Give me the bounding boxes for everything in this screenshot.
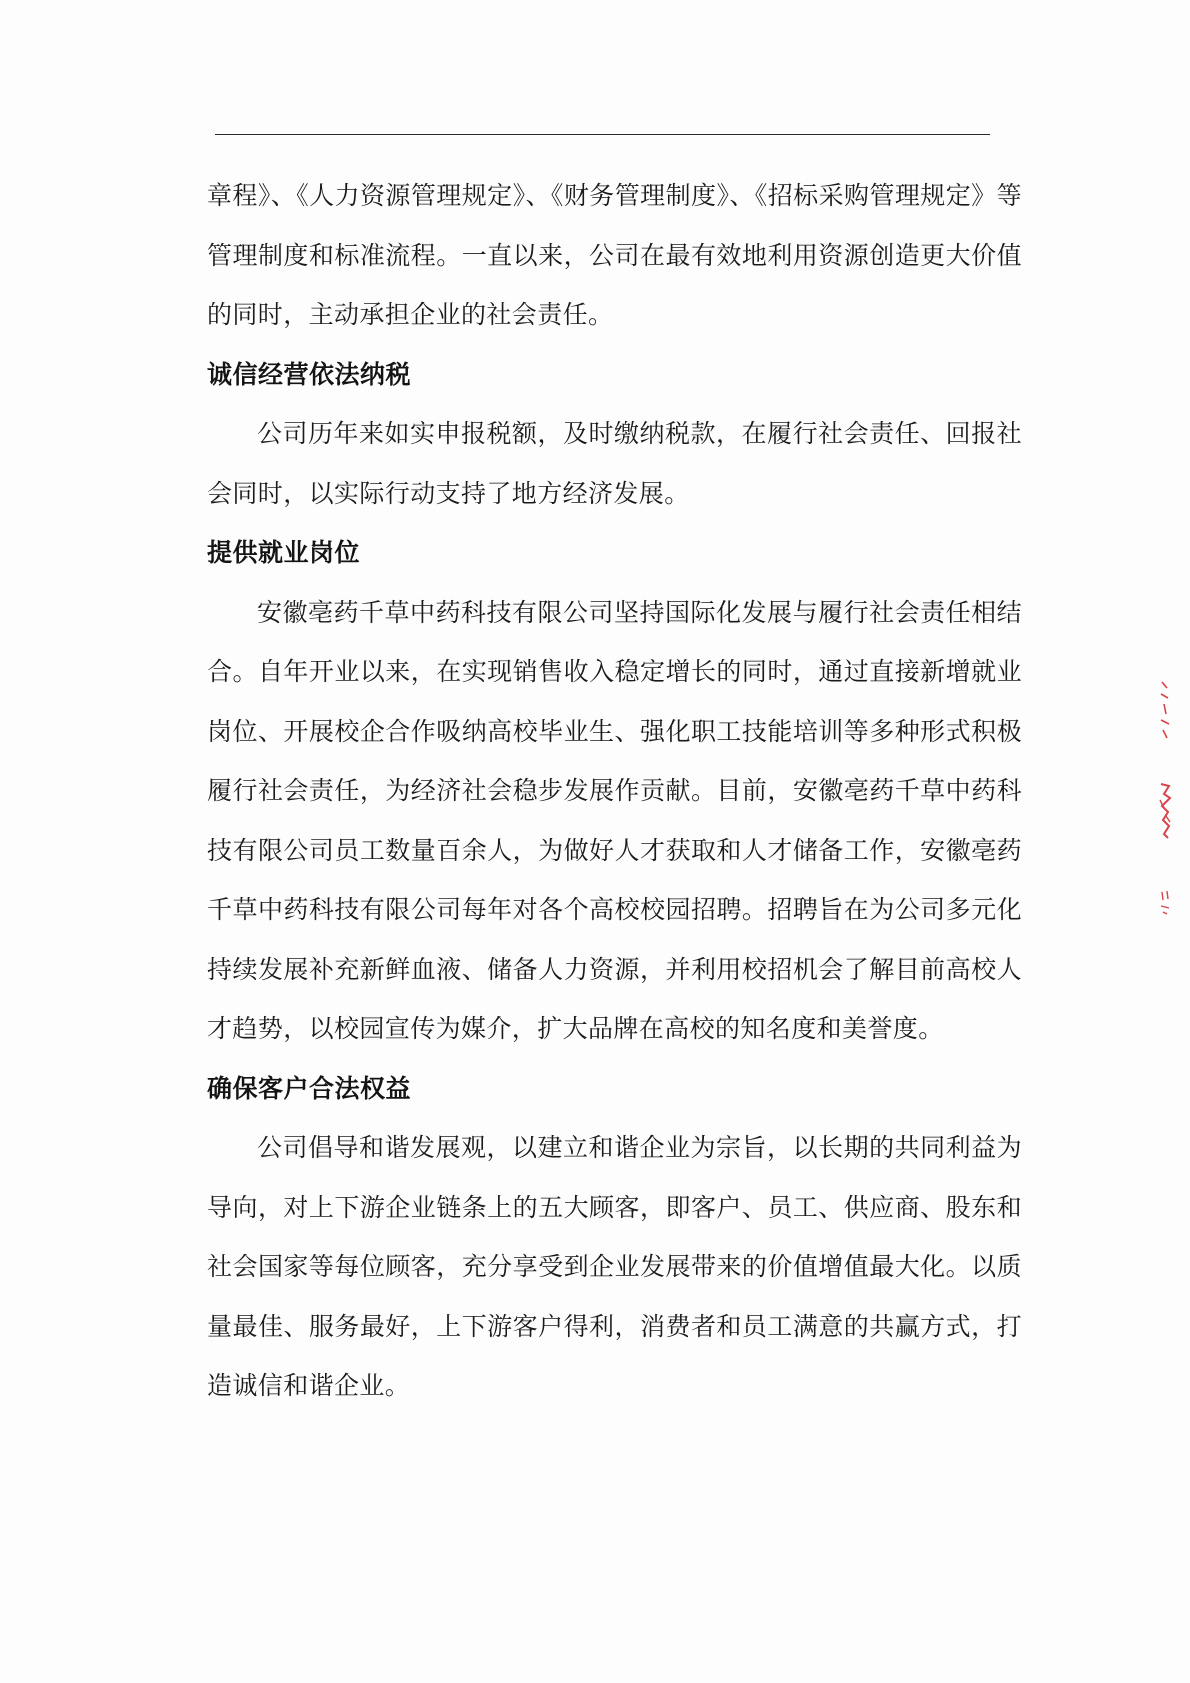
paragraph-3: 安徽亳药千草中药科技有限公司坚持国际化发展与履行社会责任相结合。自年开业以来，在实现销售收入稳定增长的同时，通过直接新增就业岗位、开展校企合作吸纳高校毕业生、强化职工技能培训等多种形式积极履行社会责任，为经济社会稳步发展作贡献。目前，安徽亳药千草中药科技有限公司员工数量百余人，为做好人才获取和人才储备工作，安徽亳药千草中药科技有限公司每年对各个高校校园招聘。招聘旨在为公司多元化持续发展补充新鲜血液、储备人力资源，并利用校招机会了解目前高校人才趋势，以校园宣传为媒介，扩大品牌在高校的知名度和美誉度。 [207, 597, 1022, 1043]
heading-employment: 提供就业岗位 [207, 538, 361, 567]
paragraph-1: 章程》、《人力资源管理规定》、《财务管理制度》、《招标采购管理规定》等管理制度和标准流程。一直以来，公司在最有效地利用资源创造更大价值的同时，主动承担企业的社会责任。 [207, 181, 1022, 329]
heading-tax-compliance: 诚信经营依法纳税 [207, 359, 412, 389]
header-rule [215, 134, 990, 135]
paragraph-2: 公司历年来如实申报税额，及时缴纳税款，在履行社会责任、回报社会同时，以实际行动支持了地方经济发展。 [207, 419, 1022, 508]
heading-customer-rights: 确保客户合法权益 [207, 1073, 412, 1103]
paragraph-4: 公司倡导和谐发展观，以建立和谐企业为宗旨，以长期的共同利益为导向，对上下游企业链条上的五大顾客，即客户、员工、供应商、股东和社会国家等每位顾客，充分享受到企业发展带来的价值增值最大化。以质量最佳、服务最好，上下游客户得利，消费者和员工满意的共赢方式，打造诚信和谐企业。 [207, 1133, 1022, 1400]
document-body [207, 166, 1022, 1416]
seal-fragment-icon [1158, 780, 1172, 840]
seal-fragment-icon [1158, 680, 1172, 740]
seal-fragment-icon [1158, 888, 1172, 916]
